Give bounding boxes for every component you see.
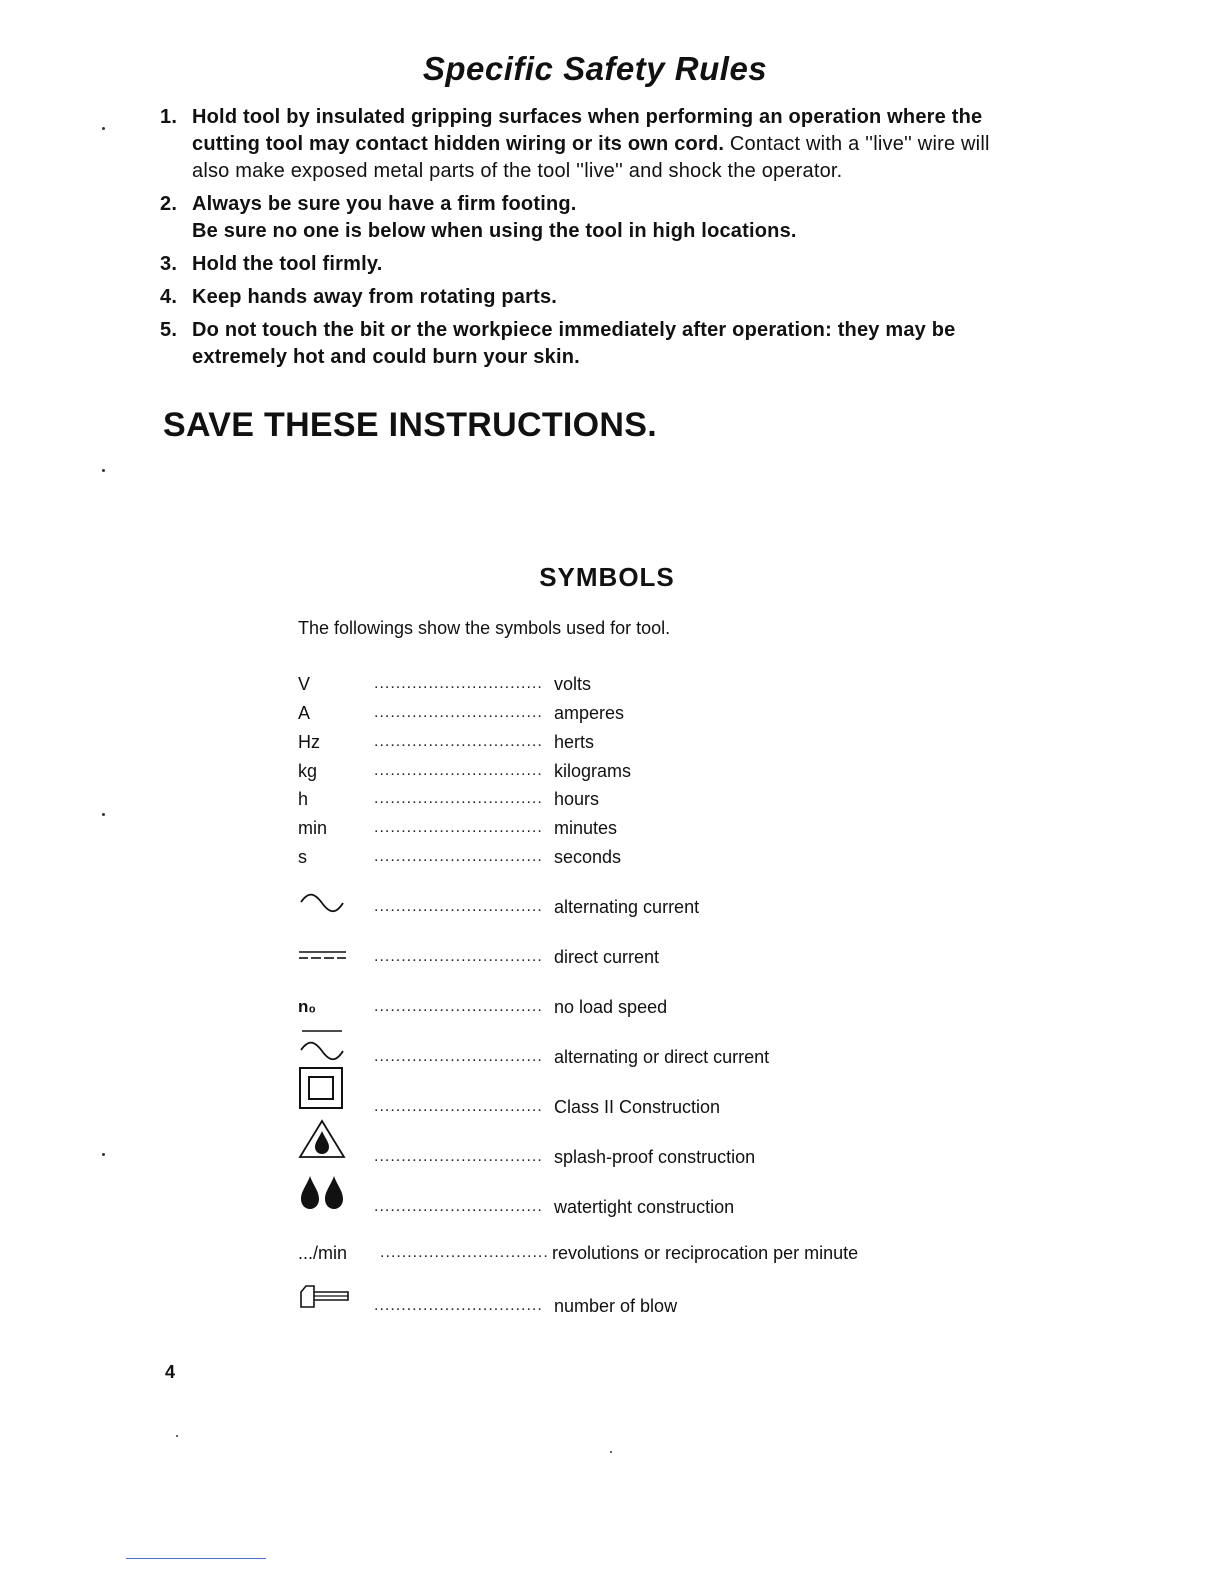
scan-speck — [102, 813, 105, 816]
leader-dots: ............................... — [374, 898, 543, 915]
symbol-meaning: volts — [554, 674, 592, 694]
leader-dots: ............................... — [374, 1048, 543, 1065]
footer-rule — [126, 1558, 266, 1559]
symbol-label: Hz — [298, 732, 320, 752]
leader-dots: ............................... — [374, 998, 543, 1015]
rule-number: 4. — [160, 286, 178, 308]
symbol-row — [298, 813, 998, 843]
symbol-row — [298, 727, 998, 757]
symbol-label: V — [298, 674, 311, 694]
leader-dots: ............................... — [374, 848, 543, 865]
symbol-meaning: number of blow — [554, 1296, 678, 1316]
symbols-heading: SYMBOLS — [539, 562, 675, 592]
rule-text: Contact with a ''live'' wire will also make exposed metal parts of the tool ''live'' and shock the operator. — [192, 133, 990, 182]
symbol-meaning: watertight construction — [554, 1197, 735, 1217]
scan-speck — [102, 127, 105, 130]
splash-proof-icon — [298, 1118, 346, 1160]
scan-speck — [176, 1435, 178, 1437]
leader-dots: ............................... — [374, 1098, 543, 1115]
symbol-row — [298, 698, 998, 728]
alternating-current-icon — [298, 890, 346, 916]
scan-speck — [102, 469, 105, 472]
symbol-meaning: alternating current — [554, 897, 700, 917]
symbol-meaning: splash-proof construction — [554, 1147, 756, 1167]
leader-dots: ............................... — [374, 819, 543, 836]
symbol-meaning: hours — [554, 789, 600, 809]
leader-dots: ............................... — [374, 762, 543, 779]
rule-bold-text: Hold the tool firmly. — [192, 253, 383, 275]
symbol-meaning: revolutions or reciprocation per minute — [552, 1243, 859, 1263]
symbols-intro: The followings show the symbols used for tool. — [298, 618, 671, 638]
symbol-label: s — [298, 847, 307, 867]
rule-bold-text: Keep hands away from rotating parts. — [192, 286, 558, 308]
leader-dots: ............................... — [380, 1244, 549, 1261]
symbol-meaning: alternating or direct current — [554, 1047, 770, 1067]
watertight-icon — [298, 1174, 346, 1212]
symbol-label: .../min — [298, 1243, 348, 1263]
symbol-row — [298, 1291, 998, 1321]
symbol-row — [298, 669, 998, 699]
symbol-row — [298, 1238, 998, 1268]
leader-dots: ............................... — [374, 948, 543, 965]
symbol-meaning: no load speed — [554, 997, 668, 1017]
symbol-row — [298, 992, 998, 1022]
symbol-row — [298, 1042, 998, 1072]
alternating-or-direct-current-icon — [298, 1028, 346, 1068]
symbol-row — [298, 784, 998, 814]
symbol-meaning: amperes — [554, 703, 625, 723]
symbol-row — [298, 1092, 998, 1122]
safety-rule — [160, 104, 1030, 185]
symbol-meaning: herts — [554, 732, 595, 752]
leader-dots: ............................... — [374, 790, 543, 807]
symbol-meaning: direct current — [554, 947, 660, 967]
symbol-label: min — [298, 818, 328, 838]
symbol-meaning: Class II Construction — [554, 1097, 721, 1117]
page-title: Specific Safety Rules — [422, 50, 768, 87]
page-number: 4 — [165, 1362, 176, 1382]
class-ii-construction-icon — [298, 1066, 344, 1110]
leader-dots: ............................... — [374, 704, 543, 721]
rule-number: 1. — [160, 106, 178, 128]
symbol-row — [298, 892, 998, 922]
symbol-label: h — [298, 789, 309, 809]
symbol-row — [298, 756, 998, 786]
leader-dots: ............................... — [374, 675, 543, 692]
rule-number: 3. — [160, 253, 178, 275]
rule-number: 5. — [160, 319, 178, 341]
symbol-row — [298, 842, 998, 872]
leader-dots: ............................... — [374, 733, 543, 750]
symbol-meaning: minutes — [554, 818, 618, 838]
rule-number: 2. — [160, 193, 178, 215]
symbol-row — [298, 942, 998, 972]
direct-current-icon — [298, 948, 348, 964]
save-instructions-heading: SAVE THESE INSTRUCTIONS. — [163, 406, 657, 444]
scan-speck — [610, 1451, 612, 1453]
safety-rule — [160, 317, 1030, 371]
leader-dots: ............................... — [374, 1148, 543, 1165]
symbol-row — [298, 1192, 998, 1222]
rule-bold-text: Always be sure you have a firm footing. — [192, 193, 577, 215]
symbol-label: n₀ — [298, 997, 317, 1016]
safety-rules-list — [160, 104, 1030, 377]
leader-dots: ............................... — [374, 1297, 543, 1314]
rule-bold-text: Do not touch the bit or the workpiece immediately after operation: they may be extremely hot and could burn your skin. — [192, 319, 956, 368]
symbol-meaning: kilograms — [554, 761, 632, 781]
symbol-label: A — [298, 703, 311, 723]
safety-rule — [160, 191, 1030, 245]
hammer-blow-icon — [298, 1283, 350, 1313]
symbol-row — [298, 1142, 998, 1172]
safety-rule — [160, 284, 1030, 311]
symbol-meaning: seconds — [554, 847, 622, 867]
rule-bold-text-2: Be sure no one is below when using the tool in high locations. — [192, 220, 797, 242]
scan-speck — [102, 1153, 105, 1156]
symbol-label: kg — [298, 761, 318, 781]
rule-bold-text: Hold tool by insulated gripping surfaces when performing an operation where the cutting tool may contact hidden wiring or its own cord. — [192, 106, 983, 155]
leader-dots: ............................... — [374, 1198, 543, 1215]
safety-rule — [160, 251, 1030, 278]
